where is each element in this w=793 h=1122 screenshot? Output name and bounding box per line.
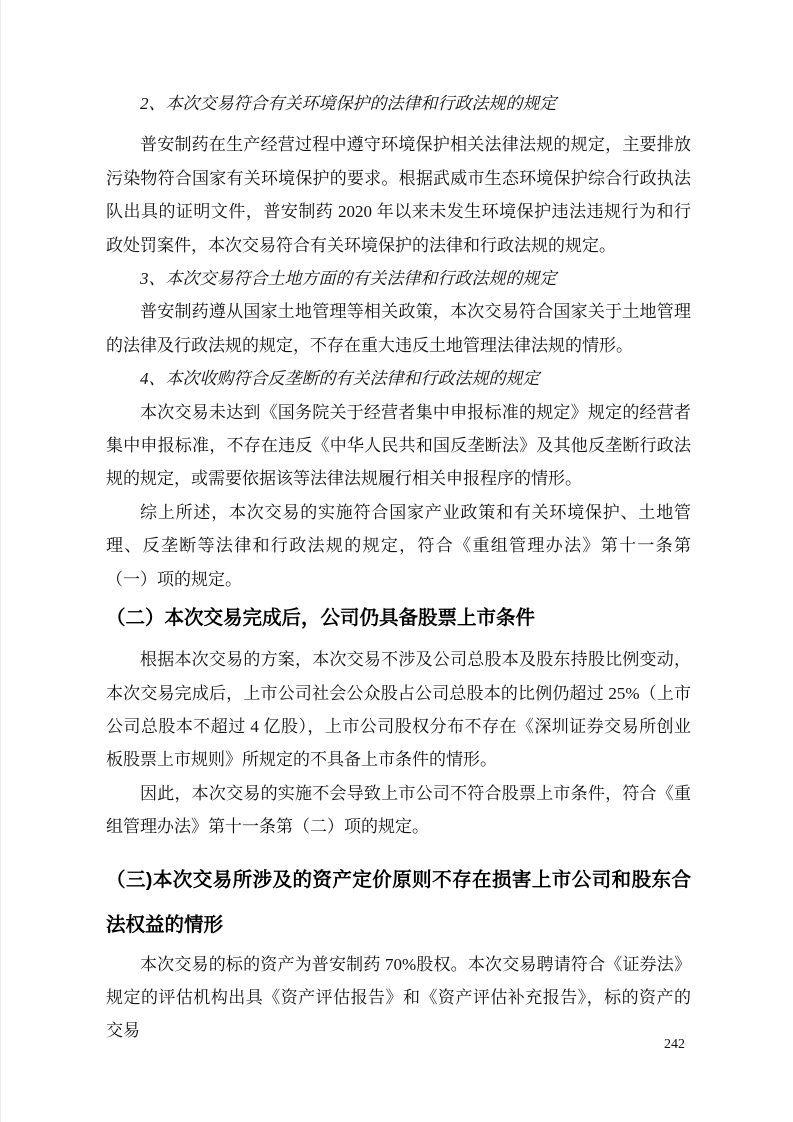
paragraph-summary-compliance: 综上所述，本次交易的实施符合国家产业政策和有关环境保护、土地管理、反垄断等法律和行政法规的规定，符合《重组管理办法》第十一条第（一）项的规定。	[106, 502, 691, 589]
section-heading-listing-conditions: （二）本次交易完成后，公司仍具备股票上市条件	[106, 607, 536, 630]
document-content	[106, 87, 691, 1048]
paragraph-asset-pricing-detail: 本次交易的标的资产为普安制药 70%股权。本次交易聘请符合《证券法》规定的评估机构出具《资产评估报告》和《资产评估补充报告》，标的资产的交易	[106, 954, 691, 1041]
paragraph-listing-conditions-conclusion: 因此，本次交易的实施不会导致上市公司不符合股票上市条件，符合《重组管理办法》第十一条第（二）项的规定。	[106, 783, 691, 837]
subheading-antitrust-compliance: 4、本次收购符合反垄断的有关法律和行政法规的规定	[140, 369, 540, 389]
subheading-land-compliance: 3、本次交易符合土地方面的有关法律和行政法规的规定	[140, 269, 557, 289]
paragraph-listing-conditions-detail: 根据本次交易的方案，本次交易不涉及公司总股本及股东持股比例变动，本次交易完成后，上市公司社会公众股占公司总股本的比例仍超过 25%（上市公司总股本不超过 4 亿股），上市公司股权分布不存在《深圳证券交易所创业板股票上市规则》所规定的不具备上市条件的情形。	[106, 650, 691, 770]
paragraph-environment-compliance: 普安制药在生产经营过程中遵守环境保护相关法律法规的规定，主要排放污染物符合国家有关环境保护的要求。根据武威市生态环境保护综合行政执法队出具的证明文件，普安制药 2020 年以来未发生环境保护违法违规行为和行政处罚案件，本次交易符合有关环境保护的法律和行政法规的规定。	[106, 135, 691, 255]
page-number: 242	[664, 1037, 685, 1052]
section-heading-asset-pricing: （三)本次交易所涉及的资产定价原则不存在损害上市公司和股东合法权益的情形	[106, 868, 691, 936]
paragraph-land-compliance: 普安制药遵从国家土地管理等相关政策，本次交易符合国家关于土地管理的法律及行政法规的规定，不存在重大违反土地管理法律法规的情形。	[106, 302, 691, 355]
paragraph-antitrust-compliance: 本次交易未达到《国务院关于经营者集中申报标准的规定》规定的经营者集中申报标准，不存在违反《中华人民共和国反垄断法》及其他反垄断行政法规的规定，或需要依据该等法律法规履行相关申报程序的情形。	[106, 402, 691, 489]
subheading-environment-compliance: 2、本次交易符合有关环境保护的法律和行政法规的规定	[140, 94, 557, 113]
